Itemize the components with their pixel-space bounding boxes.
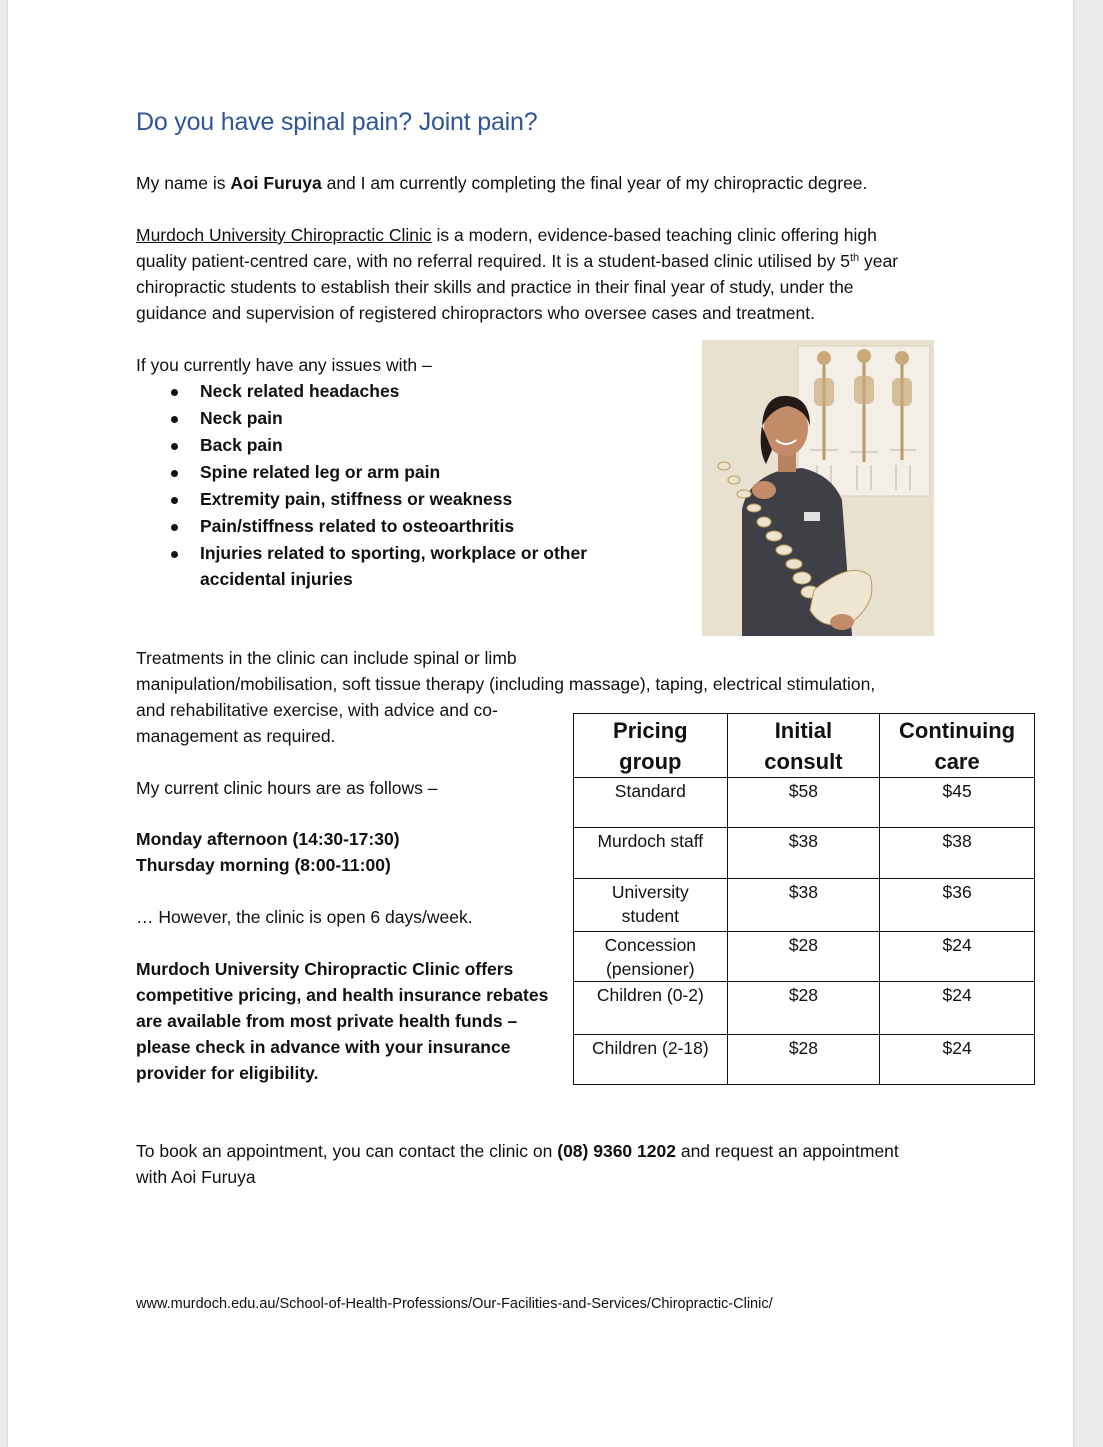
- cell-initial: $38: [727, 828, 880, 879]
- table-row: [574, 828, 1035, 879]
- clinic-hours: [136, 826, 400, 878]
- table-row: [574, 778, 1035, 828]
- table-row: [574, 879, 1035, 932]
- list-item: [136, 540, 587, 593]
- cell-group-line: Concession: [604, 935, 697, 955]
- cell-group: Children (2-18): [574, 1035, 728, 1085]
- cell-group: [574, 932, 728, 982]
- cell-continuing: $36: [880, 879, 1035, 932]
- treatments-line-4: management as required.: [136, 726, 336, 746]
- cell-initial: $38: [727, 879, 880, 932]
- pricing-note-line: competitive pricing, and health insurance rebates: [136, 985, 549, 1005]
- list-item: Pain/stiffness related to osteoarthritis: [136, 513, 587, 540]
- header-line: consult: [764, 749, 843, 774]
- clinic-line-1: is a modern, evidence-based teaching clinic offering high: [431, 225, 877, 245]
- cell-initial: $58: [727, 778, 880, 828]
- cell-initial: $28: [727, 982, 880, 1035]
- header-pricing-group: [574, 714, 728, 778]
- booking-suffix: and request an appointment: [675, 1141, 899, 1161]
- issues-list-wrapper: [136, 378, 587, 593]
- cell-group-line: (pensioner): [606, 959, 695, 979]
- issues-intro: If you currently have any issues with –: [136, 355, 432, 375]
- booking-paragraph: [136, 1138, 899, 1190]
- pricing-note: [136, 956, 548, 1086]
- intro-prefix: My name is: [136, 173, 231, 193]
- clinic-line-4: guidance and supervision of registered chiropractors who oversee cases and treatment.: [136, 303, 815, 323]
- booking-line-2: with Aoi Furuya: [136, 1167, 256, 1187]
- intro-suffix: and I am currently completing the final year of my chiropractic degree.: [321, 173, 868, 193]
- list-item: Spine related leg or arm pain: [136, 459, 587, 486]
- pricing-note-line: Murdoch University Chiropractic Clinic offers: [136, 959, 514, 979]
- table-row: [574, 932, 1035, 982]
- pricing-note-line: are available from most private health funds –: [136, 1011, 518, 1031]
- header-initial-consult: [727, 714, 880, 778]
- student-name: Aoi Furuya: [230, 173, 322, 193]
- cell-initial: $28: [727, 1035, 880, 1085]
- treatments-line-3: and rehabilitative exercise, with advice and co-: [136, 700, 498, 720]
- list-item: Neck related headaches: [136, 378, 587, 405]
- document-page: [8, 0, 1073, 1447]
- cell-group: Standard: [574, 778, 728, 828]
- cell-continuing: $24: [880, 1035, 1035, 1085]
- pricing-note-line: please check in advance with your insurance: [136, 1037, 511, 1057]
- header-line: Pricing: [613, 718, 688, 743]
- clinic-line-2: quality patient-centred care, with no referral required. It is a student-based clinic utilised by 5: [136, 251, 850, 271]
- pricing-note-line: provider for eligibility.: [136, 1063, 319, 1083]
- header-line: care: [934, 749, 980, 774]
- page-title: Do you have spinal pain? Joint pain?: [136, 108, 538, 136]
- list-item: Extremity pain, stiffness or weakness: [136, 486, 587, 513]
- cell-group: Murdoch staff: [574, 828, 728, 879]
- clinic-line-2-end: year: [859, 251, 899, 271]
- clinic-open-note: … However, the clinic is open 6 days/week.: [136, 907, 473, 927]
- cell-continuing: $24: [880, 982, 1035, 1035]
- table-header-row: [574, 714, 1035, 778]
- clinic-paragraph: [136, 222, 898, 326]
- header-line: Continuing: [899, 718, 1016, 743]
- hours-monday: Monday afternoon (14:30-17:30): [136, 829, 400, 849]
- treatments-line-2: manipulation/mobilisation, soft tissue therapy (including massage), taping, electrical stimulation,: [136, 674, 876, 694]
- list-item-line-1: Injuries related to sporting, workplace or other: [200, 543, 588, 563]
- clinic-link[interactable]: Murdoch University Chiropractic Clinic: [136, 225, 432, 245]
- clinic-phone: (08) 9360 1202: [557, 1141, 676, 1161]
- hours-thursday: Thursday morning (8:00-11:00): [136, 855, 391, 875]
- cell-continuing: $45: [880, 778, 1035, 828]
- table-row: [574, 1035, 1035, 1085]
- header-line: Initial: [774, 718, 833, 743]
- pricing-table: [573, 713, 1035, 1085]
- student-photo: [702, 340, 934, 636]
- list-item: Neck pain: [136, 405, 587, 432]
- header-continuing-care: [880, 714, 1035, 778]
- treatments-line-1: Treatments in the clinic can include spinal or limb: [136, 648, 517, 668]
- cell-group: Children (0-2): [574, 982, 728, 1035]
- hours-intro: My current clinic hours are as follows –: [136, 778, 438, 798]
- list-item: Back pain: [136, 432, 587, 459]
- cell-group-line: University: [611, 882, 689, 902]
- photo-illustration: [702, 340, 934, 636]
- table-row: [574, 982, 1035, 1035]
- intro-paragraph: [136, 170, 867, 196]
- cell-continuing: $38: [880, 828, 1035, 879]
- cell-initial: $28: [727, 932, 880, 982]
- header-line: group: [619, 749, 682, 774]
- cell-group-line: student: [621, 906, 680, 926]
- booking-prefix: To book an appointment, you can contact the clinic on: [136, 1141, 558, 1161]
- issues-list: [136, 378, 587, 593]
- footer-url[interactable]: www.murdoch.edu.au/School-of-Health-Professions/Our-Facilities-and-Services/Chiropractic-Clinic/: [136, 1296, 773, 1312]
- cell-group: [574, 879, 728, 932]
- ordinal-superscript: th: [849, 252, 860, 264]
- clinic-line-3: chiropractic students to establish their skills and practice in their final year of study, under the: [136, 277, 854, 297]
- cell-continuing: $24: [880, 932, 1035, 982]
- list-item-line-2: accidental injuries: [200, 569, 353, 589]
